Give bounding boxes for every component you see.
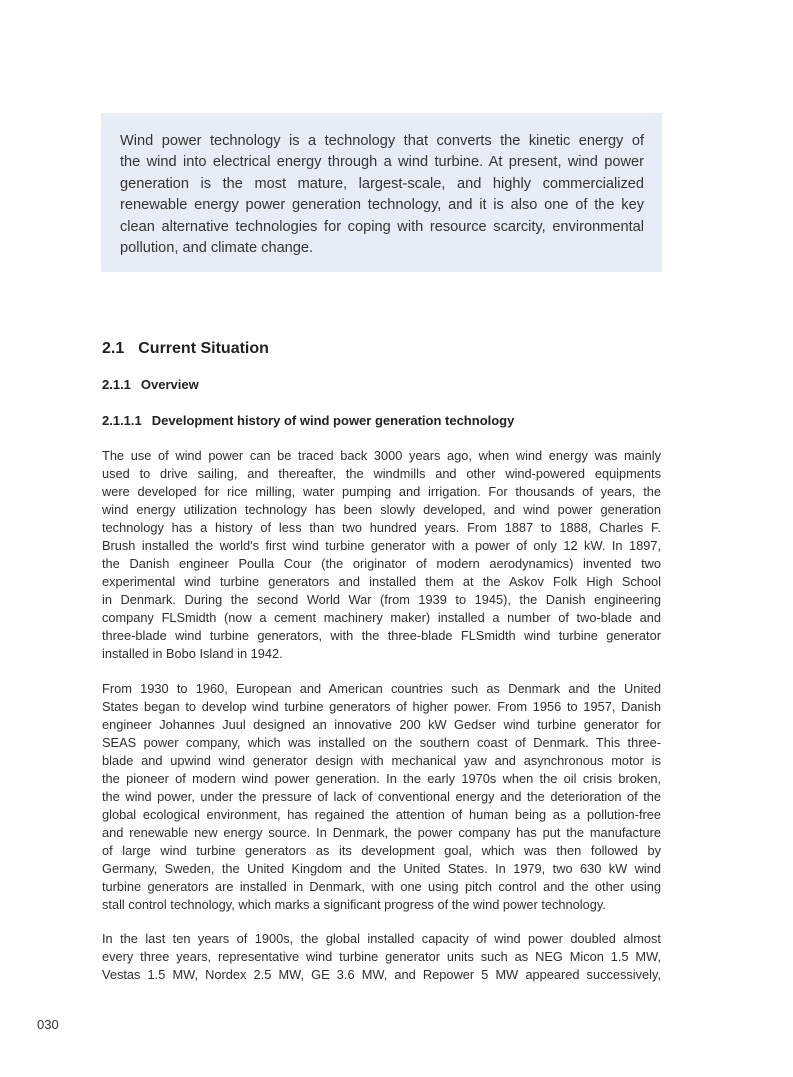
- text-line: every three years, representative wind turbine generator units such as NEG Micon 1.5 MW,: [102, 949, 661, 964]
- text-line: global ecological environment, has regained the attention of human being as a pollution-free: [102, 807, 661, 822]
- body-paragraph: [102, 930, 661, 984]
- text-line: generation is the most mature, largest-scale, and highly commercialized: [120, 175, 644, 192]
- text-line: the wind into electrical energy through a wind turbine. At present, wind power: [120, 154, 644, 171]
- text-line: three-blade wind turbine generators, with the three-blade FLSmidth wind turbine generator: [102, 628, 661, 643]
- text-line: company FLSmidth (now a cement machinery maker) installed a number of two-blade and: [102, 610, 661, 625]
- text-line: the Danish engineer Poulla Cour (the originator of modern aerodynamics) invented two: [102, 556, 661, 571]
- subsubsection-number: 2.1.1.1: [102, 413, 142, 428]
- text-line: were developed for rice milling, water pumping and irrigation. For thousands of years, the: [102, 484, 661, 499]
- text-line: Wind power technology is a technology that converts the kinetic energy of: [120, 133, 644, 149]
- section-heading: [102, 340, 269, 358]
- text-line: Germany, Sweden, the United Kingdom and the United States. In 1979, two 630 kW wind: [102, 861, 661, 876]
- text-line: In the last ten years of 1900s, the global installed capacity of wind power doubled almost: [102, 931, 661, 946]
- text-line: clean alternative technologies for coping with resource scarcity, environmental: [120, 218, 644, 235]
- section-number: 2.1: [102, 340, 125, 357]
- text-line: wind energy utilization technology has been slowly developed, and wind power generation: [102, 502, 661, 517]
- text-line: SEAS power company, which was installed on the southern coast of Denmark. This three-: [102, 735, 661, 750]
- subsection-title: Overview: [140, 377, 199, 392]
- text-line: blade and upwind wind generator design with mechanical yaw and asynchronous motor is: [102, 753, 661, 768]
- subsubsection-heading: [102, 413, 514, 428]
- section-title: Current Situation: [138, 340, 269, 357]
- text-line: States began to develop wind turbine generators of higher power. From 1956 to 1957, Danish: [102, 699, 661, 714]
- abstract-text: [120, 131, 644, 259]
- text-line: the pioneer of modern wind power generation. In the early 1970s when the oil crisis broken,: [102, 771, 661, 786]
- subsection-heading: [102, 377, 199, 392]
- text-line: technology has a history of less than two hundred years. From 1887 to 1888, Charles F.: [102, 520, 661, 535]
- text-line: installed in Bobo Island in 1942.: [102, 646, 283, 661]
- text-line: in Denmark. During the second World War (from 1939 to 1945), the Danish engineering: [102, 592, 661, 607]
- text-line: of large wind turbine generators as its development goal, which was then followed by: [102, 843, 661, 858]
- text-line: the wind power, under the pressure of lack of conventional energy and the deterioration of the: [102, 789, 661, 804]
- text-line: engineer Johannes Juul designed an innovative 200 kW Gedser wind turbine generator for: [102, 717, 661, 732]
- subsubsection-title: Development history of wind power generation technology: [151, 413, 515, 428]
- text-line: and renewable new energy source. In Denmark, the power company has put the manufacture: [102, 825, 661, 840]
- text-line: Brush installed the world's first wind turbine generator with a power of only 12 kW. In 1897,: [102, 538, 661, 553]
- text-line: stall control technology, which marks a significant progress of the wind power technology.: [102, 897, 606, 912]
- body-paragraph: [102, 680, 661, 914]
- text-line: Vestas 1.5 MW, Nordex 2.5 MW, GE 3.6 MW, and Repower 5 MW appeared successively,: [102, 967, 661, 982]
- body-paragraph: [102, 447, 661, 663]
- text-line: pollution, and climate change.: [120, 239, 314, 256]
- text-line: From 1930 to 1960, European and American countries such as Denmark and the United: [102, 681, 661, 696]
- subsection-number: 2.1.1: [102, 377, 131, 392]
- text-line: renewable energy power generation technology, and it is also one of the key: [120, 197, 644, 214]
- page-number: 030: [37, 1017, 59, 1032]
- text-line: turbine generators are installed in Denmark, with one using pitch control and the other using: [102, 879, 661, 894]
- text-line: used to drive sailing, and thereafter, the windmills and other wind-powered equipments: [102, 466, 661, 481]
- abstract-box: [101, 113, 662, 272]
- text-line: The use of wind power can be traced back 3000 years ago, when wind energy was mainly: [102, 448, 661, 463]
- text-line: experimental wind turbine generators and installed them at the Askov Folk High School: [102, 574, 661, 589]
